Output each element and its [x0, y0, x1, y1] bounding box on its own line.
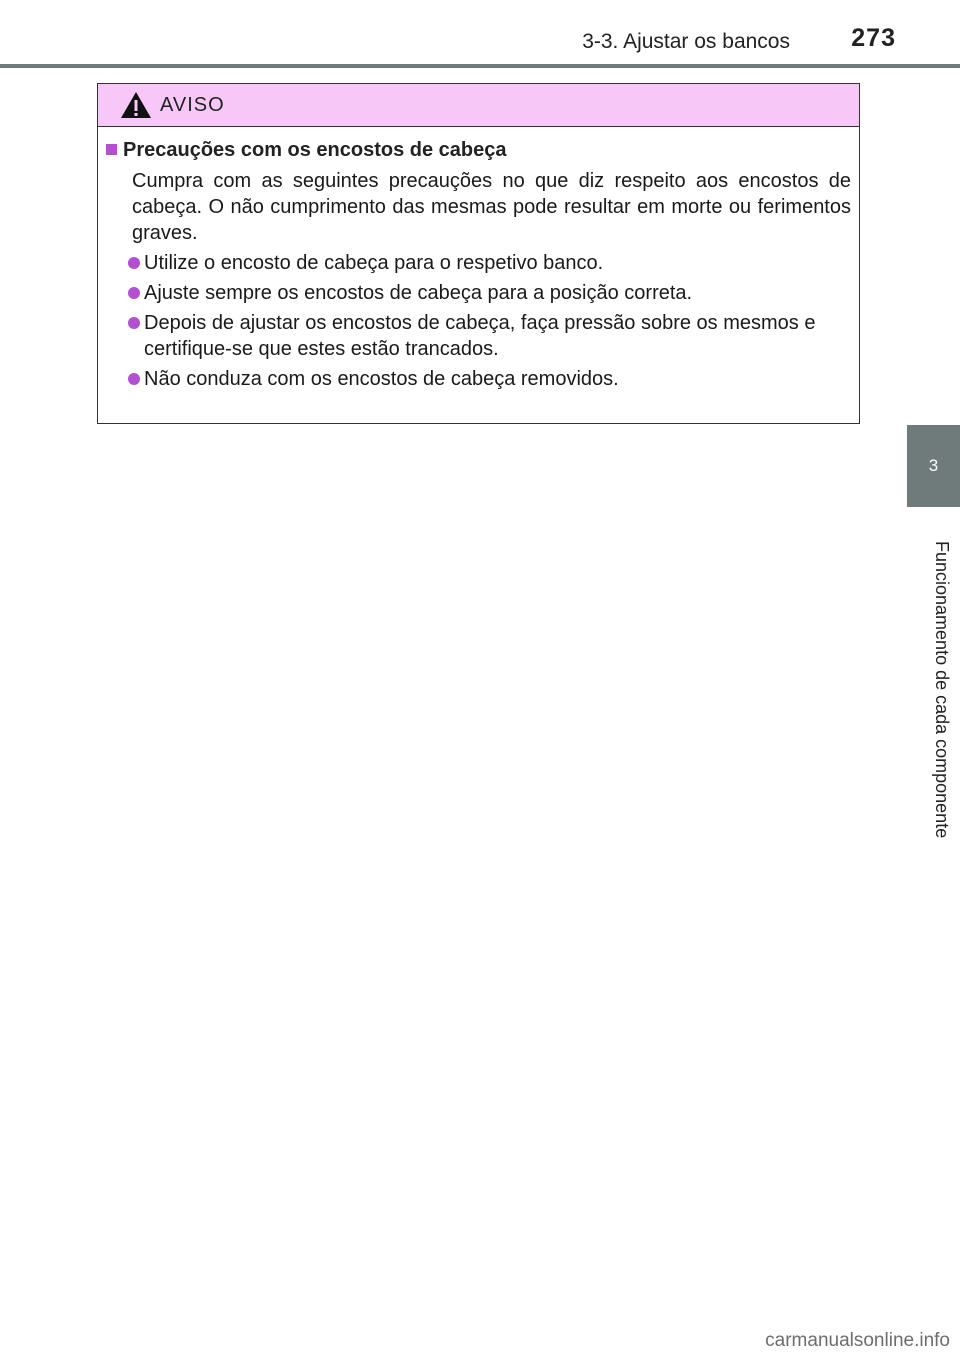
list-item: [106, 310, 851, 362]
list-item-text: Não conduza com os encostos de cabeça removidos.: [144, 368, 619, 390]
warning-body: [98, 127, 859, 392]
page-number: 273: [851, 24, 896, 52]
precaution-list: [106, 250, 851, 392]
square-bullet-icon: [106, 144, 117, 155]
list-item-text: Depois de ajustar os encostos de cabeça, faça pressão sobre os mesmos e certifique-se que estes estão trancados.: [144, 312, 816, 360]
chapter-tab: [907, 425, 960, 507]
warning-label: AVISO: [160, 93, 225, 116]
footer-watermark: carmanualsonline.info: [765, 1330, 950, 1351]
header-rule: [0, 64, 960, 68]
dot-bullet-icon: [128, 257, 140, 269]
intro-paragraph: Cumpra com as seguintes precauções no que diz respeito aos encostos de cabeça. O não cumprimento das mesmas pode resultar em morte ou ferimentos graves.: [132, 170, 851, 244]
chapter-label: Funcionamento de cada componente: [932, 541, 952, 839]
warning-box: [97, 83, 860, 424]
dot-bullet-icon: [128, 317, 140, 329]
warning-header: [98, 84, 859, 127]
section-heading: [106, 139, 851, 162]
list-item-text: Ajuste sempre os encostos de cabeça para a posição correta.: [144, 282, 693, 304]
chapter-number: 3: [928, 456, 939, 475]
list-item: [106, 280, 851, 306]
section-heading-text: Precauções com os encostos de cabeça: [123, 139, 507, 161]
dot-bullet-icon: [128, 373, 140, 385]
warning-triangle-icon: [120, 91, 152, 119]
list-item: [106, 250, 851, 276]
list-item: [106, 366, 851, 392]
list-item-text: Utilize o encosto de cabeça para o respetivo banco.: [144, 252, 604, 274]
section-title: 3-3. Ajustar os bancos: [582, 30, 790, 53]
dot-bullet-icon: [128, 287, 140, 299]
